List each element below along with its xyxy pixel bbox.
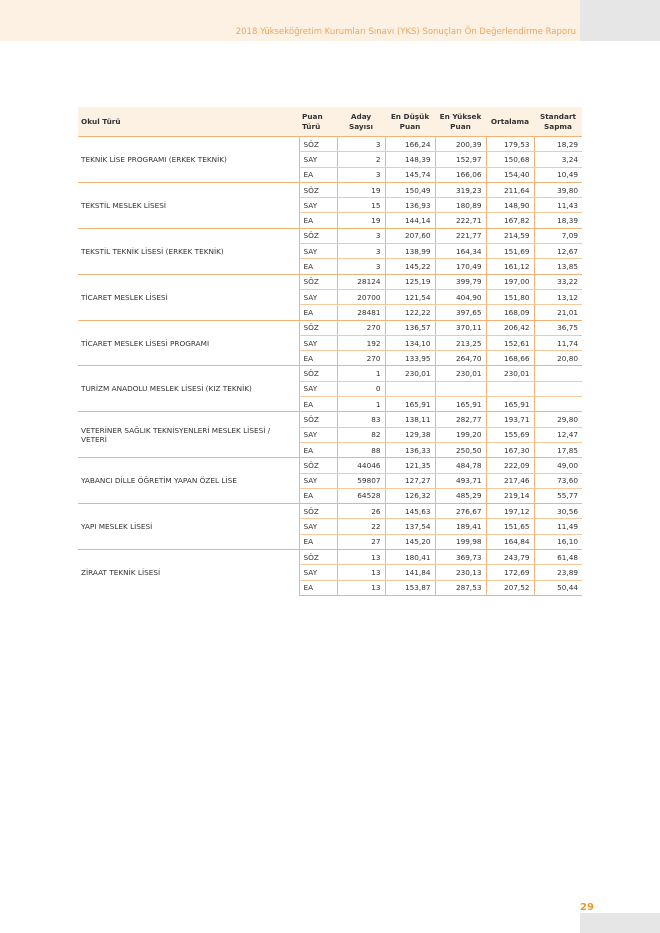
min-score-cell: 138,99 bbox=[385, 244, 435, 259]
std-dev-cell: 39,80 bbox=[534, 182, 582, 197]
std-dev-cell: 61,48 bbox=[534, 550, 582, 565]
score-type-cell: EA bbox=[299, 534, 337, 549]
table-row bbox=[78, 274, 582, 289]
average-cell: 155,69 bbox=[486, 427, 534, 442]
score-type-cell: EA bbox=[299, 351, 337, 366]
col-header-std-line1: Standart bbox=[539, 111, 577, 121]
count-cell: 83 bbox=[337, 412, 385, 427]
std-dev-cell: 7,09 bbox=[534, 228, 582, 243]
std-dev-cell: 13,12 bbox=[534, 289, 582, 304]
std-dev-cell: 13,85 bbox=[534, 259, 582, 274]
col-header-count bbox=[337, 107, 385, 137]
std-dev-cell: 11,49 bbox=[534, 519, 582, 534]
std-dev-cell bbox=[534, 381, 582, 396]
std-dev-cell bbox=[534, 366, 582, 381]
count-cell: 28481 bbox=[337, 305, 385, 320]
min-score-cell: 145,74 bbox=[385, 167, 435, 182]
max-score-cell: 369,73 bbox=[435, 550, 486, 565]
count-cell: 82 bbox=[337, 427, 385, 442]
std-dev-cell: 18,39 bbox=[534, 213, 582, 228]
min-score-cell: 180,41 bbox=[385, 550, 435, 565]
score-type-cell: SÖZ bbox=[299, 504, 337, 519]
footer-corner-block bbox=[580, 913, 660, 933]
min-score-cell: 137,54 bbox=[385, 519, 435, 534]
count-cell: 2 bbox=[337, 152, 385, 167]
count-cell: 64528 bbox=[337, 488, 385, 503]
score-type-cell: EA bbox=[299, 213, 337, 228]
school-type-cell: VETERİNER SAĞLIK TEKNİSYENLERİ MESLEK LİSESİ / VETERİ bbox=[78, 412, 299, 458]
score-type-cell: EA bbox=[299, 397, 337, 412]
max-score-cell: 221,77 bbox=[435, 228, 486, 243]
min-score-cell bbox=[385, 381, 435, 396]
min-score-cell: 121,35 bbox=[385, 458, 435, 473]
max-score-cell: 484,78 bbox=[435, 458, 486, 473]
min-score-cell: 148,39 bbox=[385, 152, 435, 167]
average-cell: 168,66 bbox=[486, 351, 534, 366]
count-cell: 270 bbox=[337, 351, 385, 366]
min-score-cell: 207,60 bbox=[385, 228, 435, 243]
average-cell: 217,46 bbox=[486, 473, 534, 488]
score-type-cell: SAY bbox=[299, 289, 337, 304]
table-row bbox=[78, 182, 582, 197]
average-cell: 243,79 bbox=[486, 550, 534, 565]
average-cell: 152,61 bbox=[486, 335, 534, 350]
count-cell: 15 bbox=[337, 198, 385, 213]
count-cell: 3 bbox=[337, 167, 385, 182]
score-type-cell: SÖZ bbox=[299, 137, 337, 152]
std-dev-cell: 11,74 bbox=[534, 335, 582, 350]
col-header-max-line2: Puan bbox=[450, 121, 471, 131]
col-header-max-line1: En Yüksek bbox=[439, 111, 482, 121]
school-type-cell: TEKSTİL MESLEK LİSESİ bbox=[78, 182, 299, 228]
count-cell: 13 bbox=[337, 565, 385, 580]
std-dev-cell: 49,00 bbox=[534, 458, 582, 473]
table-row bbox=[78, 458, 582, 473]
max-score-cell: 170,49 bbox=[435, 259, 486, 274]
score-type-cell: SAY bbox=[299, 381, 337, 396]
min-score-cell: 121,54 bbox=[385, 289, 435, 304]
average-cell: 164,84 bbox=[486, 534, 534, 549]
score-type-cell: EA bbox=[299, 259, 337, 274]
min-score-cell: 133,95 bbox=[385, 351, 435, 366]
score-type-cell: EA bbox=[299, 580, 337, 595]
max-score-cell: 264,70 bbox=[435, 351, 486, 366]
max-score-cell: 485,29 bbox=[435, 488, 486, 503]
average-cell: 151,65 bbox=[486, 519, 534, 534]
col-header-std-line2: Sapma bbox=[544, 121, 572, 131]
school-type-cell: TURİZM ANADOLU MESLEK LİSESİ (KIZ TEKNİK) bbox=[78, 366, 299, 412]
std-dev-cell: 36,75 bbox=[534, 320, 582, 335]
score-type-cell: SAY bbox=[299, 244, 337, 259]
min-score-cell: 122,22 bbox=[385, 305, 435, 320]
count-cell: 3 bbox=[337, 244, 385, 259]
max-score-cell: 152,97 bbox=[435, 152, 486, 167]
min-score-cell: 127,27 bbox=[385, 473, 435, 488]
count-cell: 1 bbox=[337, 366, 385, 381]
count-cell: 13 bbox=[337, 580, 385, 595]
std-dev-cell: 21,01 bbox=[534, 305, 582, 320]
table-row bbox=[78, 137, 582, 152]
max-score-cell: 397,65 bbox=[435, 305, 486, 320]
count-cell: 28124 bbox=[337, 274, 385, 289]
score-type-cell: SAY bbox=[299, 519, 337, 534]
school-type-cell: YABANCI DİLLE ÖĞRETİM YAPAN ÖZEL LİSE bbox=[78, 458, 299, 504]
max-score-cell: 213,25 bbox=[435, 335, 486, 350]
col-header-average: Ortalama bbox=[486, 107, 534, 137]
count-cell: 19 bbox=[337, 182, 385, 197]
count-cell: 19 bbox=[337, 213, 385, 228]
max-score-cell: 230,13 bbox=[435, 565, 486, 580]
score-type-cell: EA bbox=[299, 305, 337, 320]
min-score-cell: 144,14 bbox=[385, 213, 435, 228]
col-header-score-type-line1: Puan bbox=[302, 111, 323, 121]
average-cell: 172,69 bbox=[486, 565, 534, 580]
score-type-cell: SÖZ bbox=[299, 274, 337, 289]
max-score-cell: 199,98 bbox=[435, 534, 486, 549]
header-corner-block bbox=[580, 0, 660, 41]
average-cell: 161,12 bbox=[486, 259, 534, 274]
std-dev-cell: 55,77 bbox=[534, 488, 582, 503]
max-score-cell: 287,53 bbox=[435, 580, 486, 595]
score-type-cell: SAY bbox=[299, 473, 337, 488]
count-cell: 44046 bbox=[337, 458, 385, 473]
school-type-cell: TİCARET MESLEK LİSESİ bbox=[78, 274, 299, 320]
score-type-cell: SAY bbox=[299, 335, 337, 350]
score-type-cell: SAY bbox=[299, 427, 337, 442]
std-dev-cell: 18,29 bbox=[534, 137, 582, 152]
max-score-cell: 180,89 bbox=[435, 198, 486, 213]
average-cell: 214,59 bbox=[486, 228, 534, 243]
table-row bbox=[78, 412, 582, 427]
max-score-cell: 199,20 bbox=[435, 427, 486, 442]
school-type-cell: TİCARET MESLEK LİSESİ PROGRAMI bbox=[78, 320, 299, 366]
min-score-cell: 126,32 bbox=[385, 488, 435, 503]
min-score-cell: 134,10 bbox=[385, 335, 435, 350]
std-dev-cell: 23,89 bbox=[534, 565, 582, 580]
page-number: 29 bbox=[580, 902, 594, 913]
max-score-cell: 276,67 bbox=[435, 504, 486, 519]
average-cell: 207,52 bbox=[486, 580, 534, 595]
count-cell: 13 bbox=[337, 550, 385, 565]
school-type-cell: TEKNİK LİSE PROGRAMI (ERKEK TEKNİK) bbox=[78, 137, 299, 183]
count-cell: 3 bbox=[337, 228, 385, 243]
min-score-cell: 145,63 bbox=[385, 504, 435, 519]
col-header-score-type-line2: Türü bbox=[302, 121, 321, 131]
max-score-cell bbox=[435, 381, 486, 396]
score-type-cell: SÖZ bbox=[299, 228, 337, 243]
min-score-cell: 125,19 bbox=[385, 274, 435, 289]
score-type-cell: SÖZ bbox=[299, 550, 337, 565]
school-type-cell: TEKSTİL TEKNİK LİSESİ (ERKEK TEKNİK) bbox=[78, 228, 299, 274]
max-score-cell: 165,91 bbox=[435, 397, 486, 412]
std-dev-cell: 3,24 bbox=[534, 152, 582, 167]
max-score-cell: 493,71 bbox=[435, 473, 486, 488]
std-dev-cell bbox=[534, 397, 582, 412]
school-type-cell: ZİRAAT TEKNİK LİSESİ bbox=[78, 550, 299, 596]
max-score-cell: 370,11 bbox=[435, 320, 486, 335]
average-cell: 219,14 bbox=[486, 488, 534, 503]
max-score-cell: 200,39 bbox=[435, 137, 486, 152]
average-cell: 151,80 bbox=[486, 289, 534, 304]
average-cell: 197,00 bbox=[486, 274, 534, 289]
score-type-cell: SÖZ bbox=[299, 458, 337, 473]
score-type-cell: SÖZ bbox=[299, 412, 337, 427]
count-cell: 3 bbox=[337, 259, 385, 274]
count-cell: 22 bbox=[337, 519, 385, 534]
average-cell: 148,90 bbox=[486, 198, 534, 213]
col-header-std bbox=[534, 107, 582, 137]
std-dev-cell: 11,43 bbox=[534, 198, 582, 213]
score-type-cell: SAY bbox=[299, 152, 337, 167]
average-cell: 165,91 bbox=[486, 397, 534, 412]
count-cell: 88 bbox=[337, 442, 385, 457]
average-cell: 150,68 bbox=[486, 152, 534, 167]
average-cell: 168,09 bbox=[486, 305, 534, 320]
count-cell: 192 bbox=[337, 335, 385, 350]
max-score-cell: 166,06 bbox=[435, 167, 486, 182]
min-score-cell: 141,84 bbox=[385, 565, 435, 580]
count-cell: 27 bbox=[337, 534, 385, 549]
max-score-cell: 222,71 bbox=[435, 213, 486, 228]
min-score-cell: 138,11 bbox=[385, 412, 435, 427]
average-cell: 167,30 bbox=[486, 442, 534, 457]
score-type-cell: EA bbox=[299, 167, 337, 182]
count-cell: 270 bbox=[337, 320, 385, 335]
min-score-cell: 145,20 bbox=[385, 534, 435, 549]
score-type-cell: EA bbox=[299, 488, 337, 503]
max-score-cell: 319,23 bbox=[435, 182, 486, 197]
score-type-cell: SÖZ bbox=[299, 320, 337, 335]
average-cell: 193,71 bbox=[486, 412, 534, 427]
min-score-cell: 136,93 bbox=[385, 198, 435, 213]
min-score-cell: 129,38 bbox=[385, 427, 435, 442]
std-dev-cell: 33,22 bbox=[534, 274, 582, 289]
average-cell: 211,64 bbox=[486, 182, 534, 197]
average-cell: 154,40 bbox=[486, 167, 534, 182]
average-cell: 151,69 bbox=[486, 244, 534, 259]
score-type-cell: SÖZ bbox=[299, 366, 337, 381]
std-dev-cell: 10,49 bbox=[534, 167, 582, 182]
std-dev-cell: 12,67 bbox=[534, 244, 582, 259]
std-dev-cell: 29,80 bbox=[534, 412, 582, 427]
results-table bbox=[78, 107, 582, 596]
std-dev-cell: 73,60 bbox=[534, 473, 582, 488]
std-dev-cell: 17,85 bbox=[534, 442, 582, 457]
col-header-school: Okul Türü bbox=[78, 107, 299, 137]
table-header-row bbox=[78, 107, 582, 137]
col-header-max bbox=[435, 107, 486, 137]
score-type-cell: EA bbox=[299, 442, 337, 457]
max-score-cell: 164,34 bbox=[435, 244, 486, 259]
report-title: 2018 Yükseköğretim Kurumları Sınavı (YKS) Sonuçları Ön Değerlendirme Raporu bbox=[235, 27, 576, 37]
average-cell: 167,82 bbox=[486, 213, 534, 228]
col-header-min-line1: En Düşük bbox=[390, 111, 430, 121]
average-cell: 222,09 bbox=[486, 458, 534, 473]
min-score-cell: 230,01 bbox=[385, 366, 435, 381]
score-type-cell: SAY bbox=[299, 565, 337, 580]
min-score-cell: 136,57 bbox=[385, 320, 435, 335]
table-row bbox=[78, 366, 582, 381]
count-cell: 20700 bbox=[337, 289, 385, 304]
school-type-cell: YAPI MESLEK LİSESİ bbox=[78, 504, 299, 550]
std-dev-cell: 20,80 bbox=[534, 351, 582, 366]
min-score-cell: 153,87 bbox=[385, 580, 435, 595]
min-score-cell: 166,24 bbox=[385, 137, 435, 152]
table-body bbox=[78, 137, 582, 596]
std-dev-cell: 50,44 bbox=[534, 580, 582, 595]
score-type-cell: SAY bbox=[299, 198, 337, 213]
average-cell bbox=[486, 381, 534, 396]
min-score-cell: 165,91 bbox=[385, 397, 435, 412]
count-cell: 0 bbox=[337, 381, 385, 396]
std-dev-cell: 30,56 bbox=[534, 504, 582, 519]
min-score-cell: 136,33 bbox=[385, 442, 435, 457]
count-cell: 59807 bbox=[337, 473, 385, 488]
max-score-cell: 230,01 bbox=[435, 366, 486, 381]
count-cell: 26 bbox=[337, 504, 385, 519]
average-cell: 179,53 bbox=[486, 137, 534, 152]
table-row bbox=[78, 504, 582, 519]
min-score-cell: 145,22 bbox=[385, 259, 435, 274]
max-score-cell: 399,79 bbox=[435, 274, 486, 289]
col-header-min bbox=[385, 107, 435, 137]
col-header-count-line1: Aday bbox=[350, 111, 372, 121]
std-dev-cell: 16,10 bbox=[534, 534, 582, 549]
average-cell: 197,12 bbox=[486, 504, 534, 519]
col-header-score-type bbox=[299, 107, 337, 137]
max-score-cell: 404,90 bbox=[435, 289, 486, 304]
max-score-cell: 250,50 bbox=[435, 442, 486, 457]
min-score-cell: 150,49 bbox=[385, 182, 435, 197]
table-row bbox=[78, 228, 582, 243]
std-dev-cell: 12,47 bbox=[534, 427, 582, 442]
average-cell: 206,42 bbox=[486, 320, 534, 335]
average-cell: 230,01 bbox=[486, 366, 534, 381]
max-score-cell: 189,41 bbox=[435, 519, 486, 534]
max-score-cell: 282,77 bbox=[435, 412, 486, 427]
score-type-cell: SÖZ bbox=[299, 182, 337, 197]
col-header-count-line2: Sayısı bbox=[348, 121, 374, 131]
col-header-min-line2: Puan bbox=[399, 121, 421, 131]
count-cell: 1 bbox=[337, 397, 385, 412]
table-row bbox=[78, 550, 582, 565]
table-row bbox=[78, 320, 582, 335]
count-cell: 3 bbox=[337, 137, 385, 152]
